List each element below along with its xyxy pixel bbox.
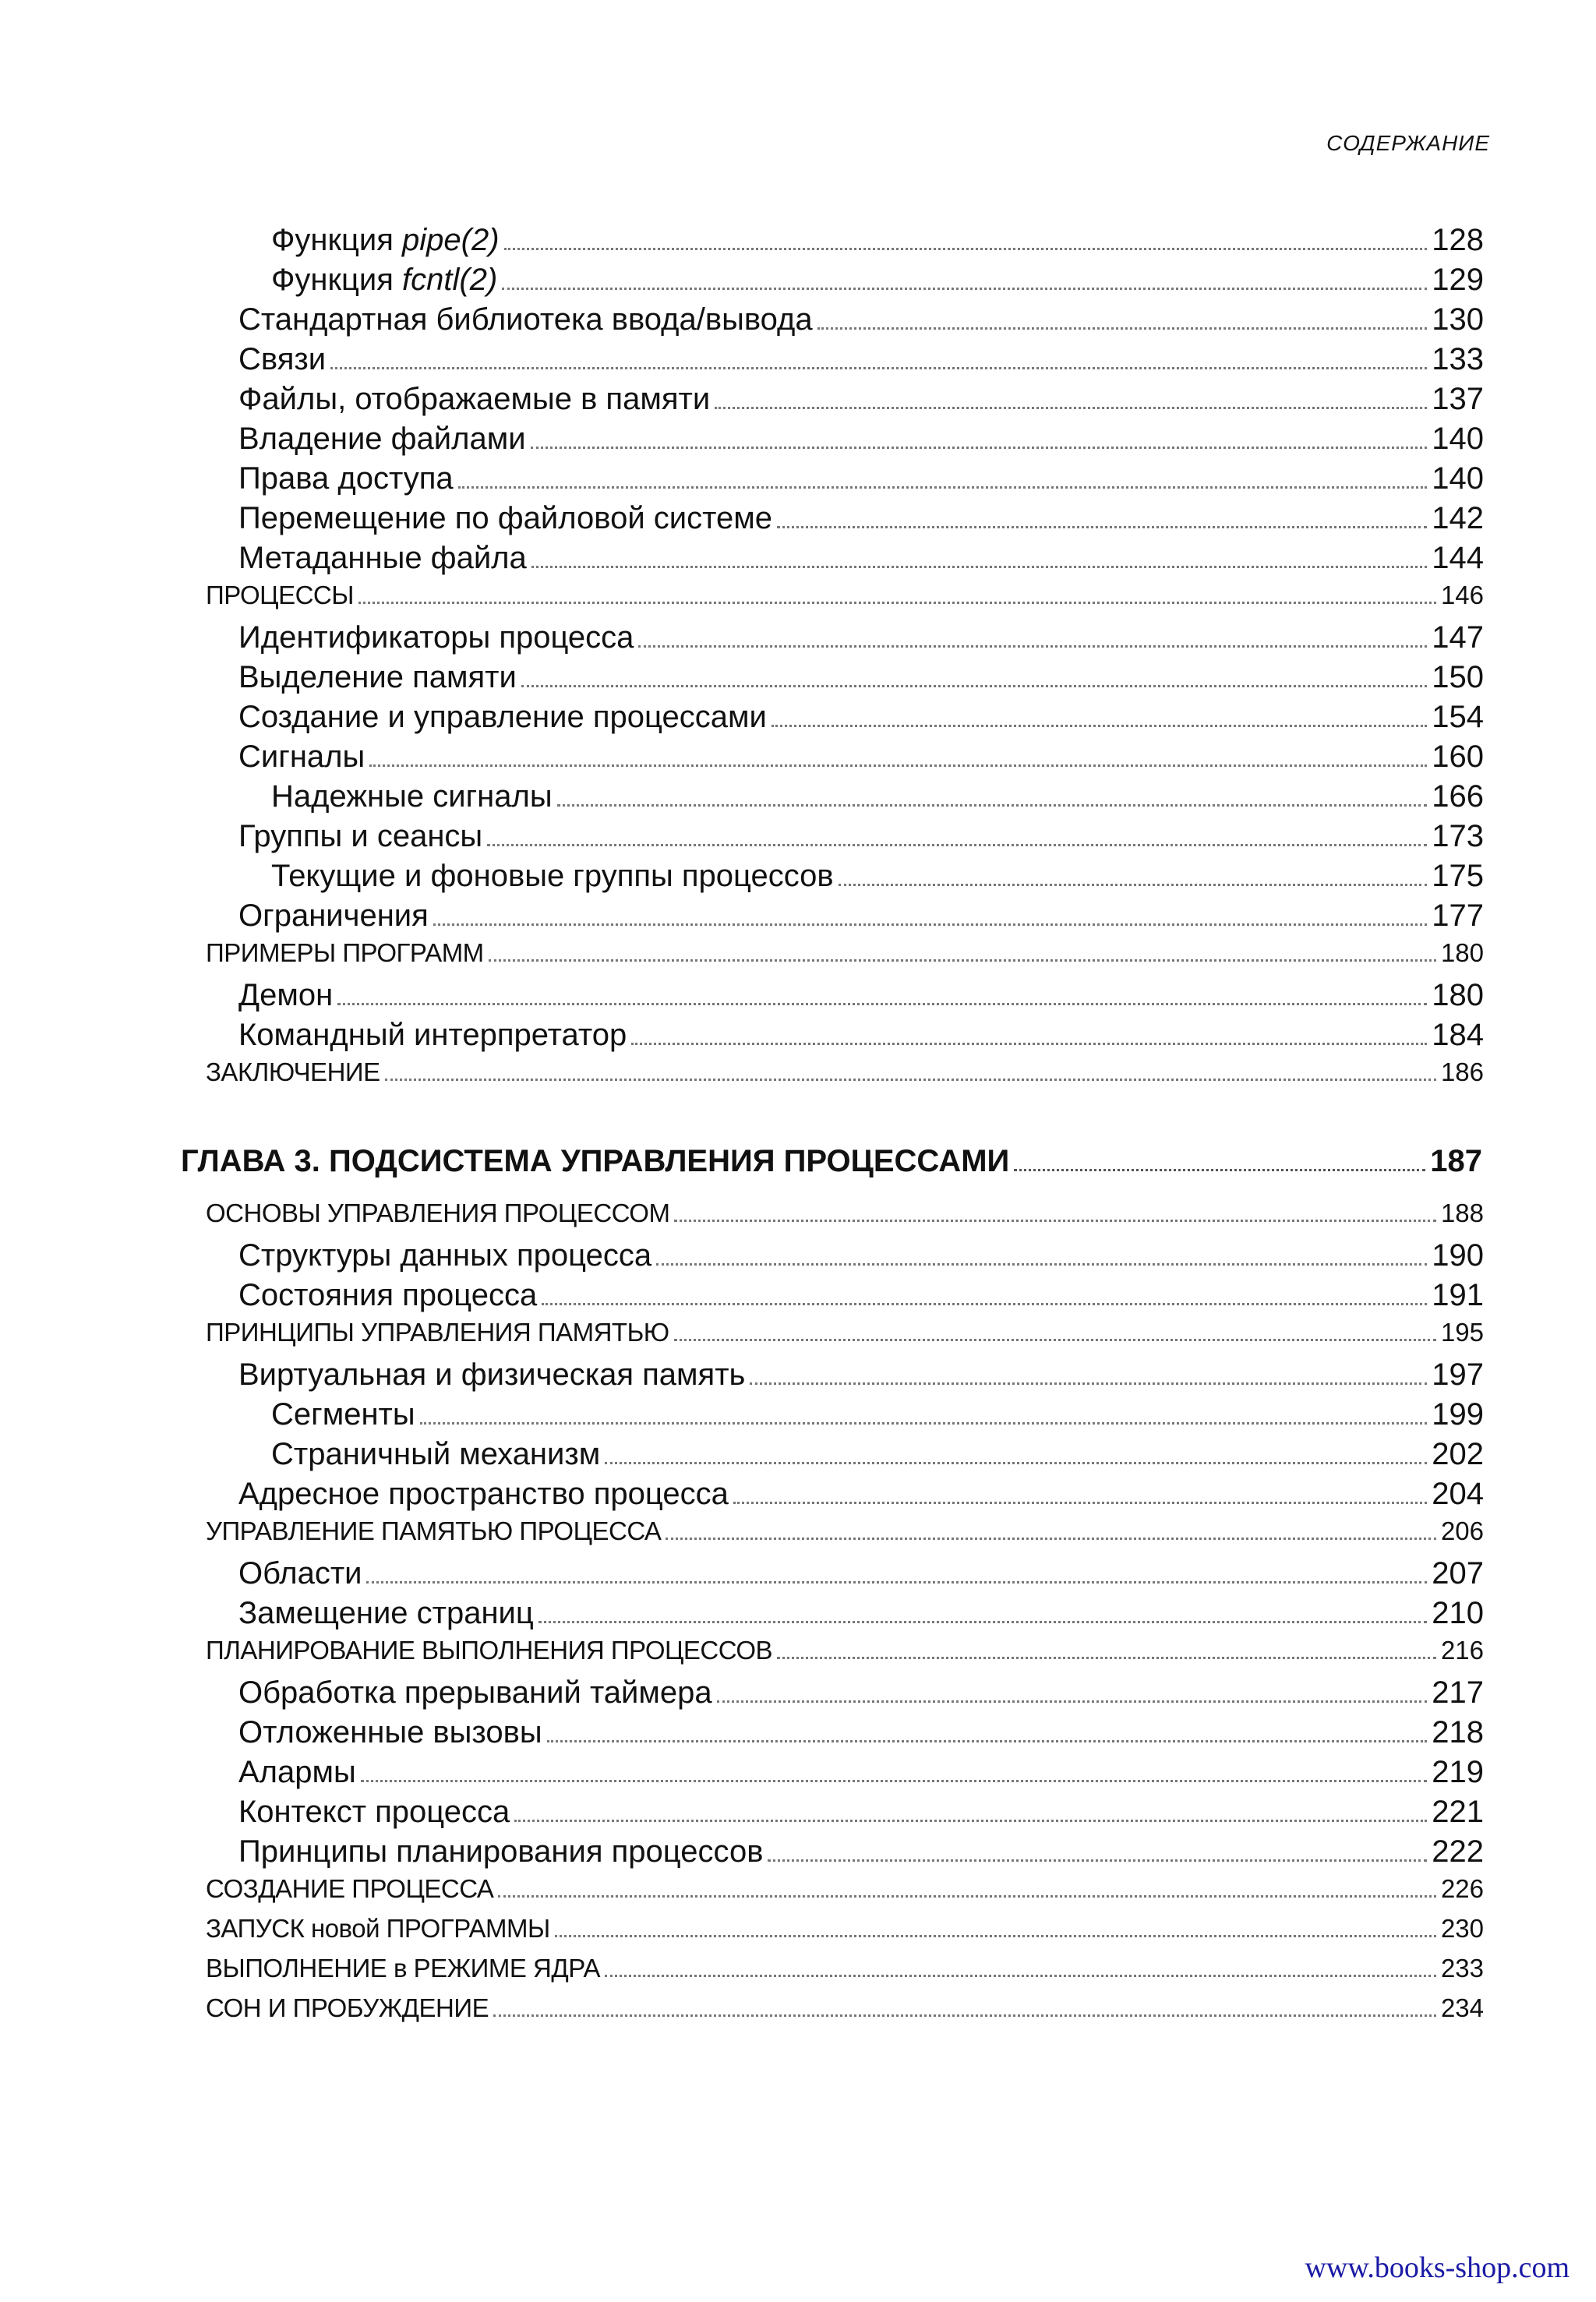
toc-entry-title [238, 978, 333, 1013]
dot-leader [772, 725, 1427, 727]
toc-entry-text: ПЛАНИРОВАНИЕ ВЫПОЛНЕНИЯ ПРОЦЕССОВ [206, 1636, 773, 1665]
toc-entry-page-number: 219 [1432, 1755, 1484, 1789]
toc-entry[interactable] [206, 342, 1484, 382]
toc-entry-text: Выделение памяти [238, 660, 517, 694]
toc-entry-title [238, 899, 429, 934]
toc-entry-text: Демон [238, 978, 334, 1012]
dot-leader [493, 2014, 1436, 2017]
toc-entry[interactable] [206, 263, 1484, 302]
toc-entry-page-number: 140 [1432, 422, 1484, 456]
toc-entry[interactable] [206, 1238, 1484, 1278]
toc-entry-title [206, 1516, 661, 1546]
toc-entry-title [271, 1437, 600, 1472]
toc-entry-title [238, 1018, 627, 1053]
toc-entry-function-name: fcntl(2) [402, 263, 498, 297]
dot-leader [715, 407, 1427, 409]
toc-entry-text: Группы и сеансы [238, 819, 483, 853]
toc-section-1 [206, 223, 1484, 1097]
dot-leader [504, 248, 1428, 250]
toc-entry-text: Обработка прерываний таймера [238, 1675, 712, 1710]
dot-leader [498, 1895, 1436, 1898]
toc-entry-page-number: 177 [1432, 899, 1484, 933]
toc-entry[interactable] [206, 700, 1484, 740]
toc-entry[interactable] [206, 740, 1484, 779]
chapter-heading[interactable] [181, 1144, 1482, 1199]
toc-entry-title [238, 501, 772, 536]
dot-leader [768, 1859, 1427, 1862]
toc-entry-page-number: 144 [1432, 541, 1484, 575]
toc-entry-title [206, 1874, 493, 1904]
toc-entry-title [271, 779, 553, 814]
dot-leader [420, 1422, 1428, 1425]
toc-entry-title [238, 1238, 651, 1273]
toc-entry[interactable] [206, 859, 1484, 899]
toc-entry-page-number: 199 [1432, 1397, 1484, 1432]
toc-entry-page-number: 133 [1432, 342, 1484, 376]
toc-entry-title [206, 938, 484, 968]
toc-entry[interactable] [206, 1795, 1484, 1834]
toc-entry[interactable] [206, 819, 1484, 859]
toc-entry-page-number: 207 [1432, 1556, 1484, 1591]
toc-entry[interactable] [206, 1636, 1484, 1675]
toc-entry-page-number: 129 [1432, 263, 1484, 297]
dot-leader [674, 1339, 1436, 1341]
dot-leader [433, 923, 1427, 926]
toc-entry-page-number: 197 [1432, 1358, 1484, 1392]
toc-entry-page-number: 226 [1440, 1874, 1484, 1903]
toc-entry-text: Стандартная библиотека ввода/вывода [238, 302, 813, 337]
chapter-page-number: 187 [1430, 1144, 1482, 1178]
dot-leader [330, 367, 1427, 369]
toc-entry-page-number: 180 [1432, 978, 1484, 1012]
toc-entry-title [206, 1954, 600, 1983]
toc-entry[interactable] [206, 1437, 1484, 1477]
toc-entry-title [238, 1675, 712, 1711]
toc-entry-text: Принципы планирования процессов [238, 1834, 764, 1869]
dot-leader [361, 1780, 1427, 1782]
toc-entry[interactable] [206, 1914, 1484, 1954]
toc-entry-title [206, 1914, 550, 1944]
toc-entry-title [271, 223, 500, 258]
toc-entry-title [206, 1199, 669, 1228]
dot-leader [458, 486, 1428, 489]
toc-entry-text: Командный интерпретатор [238, 1018, 627, 1052]
dot-leader [638, 645, 1427, 648]
toc-entry[interactable] [206, 461, 1484, 501]
toc-entry[interactable] [206, 1397, 1484, 1437]
toc-entry-page-number: 140 [1432, 461, 1484, 496]
toc-entry[interactable] [206, 302, 1484, 342]
toc-entry[interactable] [206, 1278, 1484, 1318]
toc-entry-text: ПРИНЦИПЫ УПРАВЛЕНИЯ ПАМЯТЬЮ [206, 1318, 669, 1347]
toc-entry-title [238, 1278, 537, 1313]
toc-entry[interactable] [206, 1596, 1484, 1636]
toc-entry-page-number: 206 [1440, 1516, 1484, 1545]
dot-leader [750, 1382, 1427, 1385]
toc-entry[interactable] [206, 1477, 1484, 1516]
toc-entry-text: Контекст процесса [238, 1795, 510, 1829]
dot-leader [366, 1581, 1427, 1584]
dot-leader [557, 804, 1428, 807]
toc-entry-title [206, 581, 354, 610]
toc-entry-page-number: 190 [1432, 1238, 1484, 1273]
toc-entry-page-number: 210 [1432, 1596, 1484, 1630]
toc-entry-title [238, 700, 767, 735]
dot-leader [656, 1263, 1427, 1266]
toc-entry[interactable] [206, 938, 1484, 978]
toc-entry-text: Связи [238, 342, 327, 376]
toc-entry-text: Виртуальная и физическая память [238, 1358, 746, 1392]
toc-entry[interactable] [206, 1556, 1484, 1596]
toc-entry-title [238, 1556, 362, 1591]
toc-entry-text: Владение файлами [238, 422, 526, 456]
toc-entry-text: Метаданные файла [238, 541, 527, 575]
toc-entry-text: Создание и управление процессами [238, 700, 767, 734]
toc-entry[interactable] [206, 1199, 1484, 1238]
toc-entry-text: Области [238, 1556, 362, 1591]
toc-entry-title [238, 422, 526, 457]
toc-entry-page-number: 184 [1432, 1018, 1484, 1052]
toc-entry[interactable] [206, 1318, 1484, 1358]
toc-entry-title [206, 1318, 669, 1347]
toc-entry-text: ПРОЦЕССЫ [206, 581, 354, 609]
toc-entry-text: Отложенные вызовы [238, 1715, 542, 1749]
toc-entry-title [238, 382, 710, 417]
table-of-contents [181, 223, 1484, 2033]
toc-entry-page-number: 166 [1432, 779, 1484, 814]
dot-leader [631, 1043, 1427, 1045]
dot-leader [817, 327, 1428, 330]
toc-entry[interactable] [206, 1358, 1484, 1397]
toc-entry[interactable] [206, 1018, 1484, 1057]
dot-leader [777, 1657, 1436, 1659]
dot-leader [1014, 1169, 1425, 1171]
toc-entry-text: Адресное пространство процесса [238, 1477, 729, 1511]
toc-entry-title [271, 263, 497, 298]
toc-entry-page-number: 191 [1432, 1278, 1484, 1312]
toc-entry[interactable] [206, 978, 1484, 1018]
toc-entry[interactable] [206, 1755, 1484, 1795]
dot-leader [369, 764, 1427, 767]
toc-entry-text: Функция [271, 223, 403, 257]
toc-entry-page-number: 230 [1440, 1914, 1484, 1943]
dot-leader [666, 1538, 1435, 1540]
toc-entry-page-number: 150 [1432, 660, 1484, 694]
toc-entry-text: ЗАКЛЮЧЕНИЕ [206, 1057, 380, 1086]
dot-leader [531, 566, 1427, 568]
running-head: СОДЕРЖАНИЕ [1326, 131, 1490, 155]
toc-entry[interactable] [206, 1834, 1484, 1874]
toc-entry-text: ВЫПОЛНЕНИЕ в РЕЖИМЕ ЯДРА [206, 1954, 601, 1982]
toc-entry[interactable] [206, 1954, 1484, 1993]
toc-entry-text: Идентификаторы процесса [238, 620, 634, 655]
toc-entry-page-number: 222 [1432, 1834, 1484, 1869]
toc-entry-title [238, 740, 365, 775]
toc-entry-title [271, 1397, 415, 1432]
dot-leader [521, 685, 1427, 687]
toc-entry[interactable] [206, 223, 1484, 263]
toc-entry-page-number: 218 [1432, 1715, 1484, 1749]
toc-entry-text: Замещение страниц [238, 1596, 534, 1630]
watermark-url[interactable]: www.books-shop.com [1305, 2251, 1570, 2284]
dot-leader [605, 1975, 1436, 1977]
toc-entry[interactable] [206, 1516, 1484, 1556]
dot-leader [502, 288, 1427, 290]
toc-entry-page-number: 146 [1440, 581, 1484, 609]
toc-entry-title [238, 1358, 745, 1393]
toc-entry-text: СОН И ПРОБУЖДЕНИЕ [206, 1993, 489, 2022]
toc-entry-title [238, 461, 454, 496]
dot-leader [538, 1621, 1427, 1623]
toc-entry-text: Перемещение по файловой системе [238, 501, 772, 535]
dot-leader [547, 1740, 1428, 1742]
toc-entry-page-number: 128 [1432, 223, 1484, 257]
toc-entry-text: СОЗДАНИЕ ПРОЦЕССА [206, 1874, 494, 1903]
toc-entry-text: Страничный механизм [271, 1437, 601, 1471]
toc-entry-title [238, 1477, 729, 1512]
toc-entry-title [238, 1596, 534, 1631]
dot-leader [542, 1303, 1427, 1305]
toc-entry-title [238, 1755, 356, 1790]
dot-leader [717, 1700, 1428, 1703]
toc-entry[interactable] [206, 899, 1484, 938]
toc-entry-text: Надежные сигналы [271, 779, 553, 814]
toc-entry-page-number: 186 [1440, 1057, 1484, 1086]
toc-entry-page-number: 142 [1432, 501, 1484, 535]
toc-entry[interactable] [206, 620, 1484, 660]
toc-entry-page-number: 160 [1432, 740, 1484, 774]
toc-entry-page-number: 130 [1432, 302, 1484, 337]
dot-leader [531, 447, 1428, 449]
toc-entry-page-number: 233 [1440, 1954, 1484, 1982]
toc-entry-page-number: 188 [1440, 1199, 1484, 1227]
toc-entry-text: Права доступа [238, 461, 454, 496]
toc-entry-text: УПРАВЛЕНИЕ ПАМЯТЬЮ ПРОЦЕССА [206, 1516, 662, 1545]
toc-entry-text: Функция [271, 263, 403, 297]
toc-entry-text: Сигналы [238, 740, 365, 774]
toc-entry-page-number: 221 [1432, 1795, 1484, 1829]
toc-entry-page-number: 204 [1432, 1477, 1484, 1511]
toc-entry-page-number: 154 [1432, 700, 1484, 734]
toc-entry-page-number: 195 [1440, 1318, 1484, 1347]
toc-entry-text: Состояния процесса [238, 1278, 538, 1312]
toc-entry[interactable] [206, 1675, 1484, 1715]
dot-leader [555, 1935, 1436, 1937]
toc-entry-text: ЗАПУСК новой ПРОГРАММЫ [206, 1914, 550, 1943]
toc-entry-text: Файлы, отображаемые в памяти [238, 382, 711, 416]
toc-entry[interactable] [206, 1993, 1484, 2033]
toc-entry[interactable] [206, 581, 1484, 620]
dot-leader [489, 959, 1436, 962]
chapter-title: ГЛАВА 3. ПОДСИСТЕМА УПРАВЛЕНИЯ ПРОЦЕССАМИ [181, 1144, 1010, 1178]
dot-leader [777, 526, 1427, 528]
toc-entry-page-number: 217 [1432, 1675, 1484, 1710]
dot-leader [337, 1003, 1427, 1005]
toc-entry-page-number: 234 [1440, 1993, 1484, 2022]
dot-leader [358, 602, 1436, 604]
toc-entry-title [238, 819, 482, 854]
toc-entry-title [238, 1795, 510, 1830]
section-gap [206, 1097, 1484, 1144]
toc-entry-page-number: 147 [1432, 620, 1484, 655]
toc-entry-title [238, 620, 634, 655]
toc-entry-page-number: 216 [1440, 1636, 1484, 1665]
toc-entry-page-number: 202 [1432, 1437, 1484, 1471]
toc-entry-function-name: pipe(2) [402, 223, 500, 257]
toc-entry-title [271, 859, 834, 894]
toc-section-2 [206, 1199, 1484, 2033]
toc-entry-text: ПРИМЕРЫ ПРОГРАММ [206, 938, 484, 967]
toc-entry-text: Структуры данных процесса [238, 1238, 652, 1273]
toc-entry-page-number: 175 [1432, 859, 1484, 893]
toc-entry-title [206, 1636, 772, 1665]
toc-entry-text: Ограничения [238, 899, 429, 933]
toc-entry-title [238, 1834, 763, 1869]
toc-entry-page-number: 180 [1440, 938, 1484, 967]
toc-entry[interactable] [206, 1715, 1484, 1755]
toc-entry-title [238, 302, 813, 337]
toc-entry[interactable] [206, 1874, 1484, 1914]
dot-leader [487, 844, 1427, 846]
toc-entry-page-number: 137 [1432, 382, 1484, 416]
toc-entry-title [238, 1715, 542, 1750]
toc-entry-title [238, 660, 517, 695]
dot-leader [385, 1079, 1436, 1081]
toc-entry-title [238, 342, 326, 377]
toc-entry[interactable] [206, 660, 1484, 700]
toc-entry-title [206, 1057, 380, 1087]
toc-entry[interactable] [206, 422, 1484, 461]
dot-leader [839, 884, 1428, 886]
toc-entry[interactable] [206, 501, 1484, 541]
toc-entry[interactable] [206, 1057, 1484, 1097]
toc-entry[interactable] [206, 382, 1484, 422]
toc-entry-text: ОСНОВЫ УПРАВЛЕНИЯ ПРОЦЕССОМ [206, 1199, 670, 1227]
toc-entry[interactable] [206, 779, 1484, 819]
toc-entry[interactable] [206, 541, 1484, 581]
dot-leader [674, 1220, 1436, 1222]
dot-leader [514, 1820, 1427, 1822]
toc-entry-title [238, 541, 527, 576]
toc-entry-text: Алармы [238, 1755, 356, 1789]
toc-entry-page-number: 173 [1432, 819, 1484, 853]
toc-entry-text: Текущие и фоновые группы процессов [271, 859, 834, 893]
dot-leader [605, 1462, 1427, 1464]
toc-entry-title [206, 1993, 489, 2023]
dot-leader [733, 1502, 1427, 1504]
toc-entry-text: Сегменты [271, 1397, 415, 1432]
